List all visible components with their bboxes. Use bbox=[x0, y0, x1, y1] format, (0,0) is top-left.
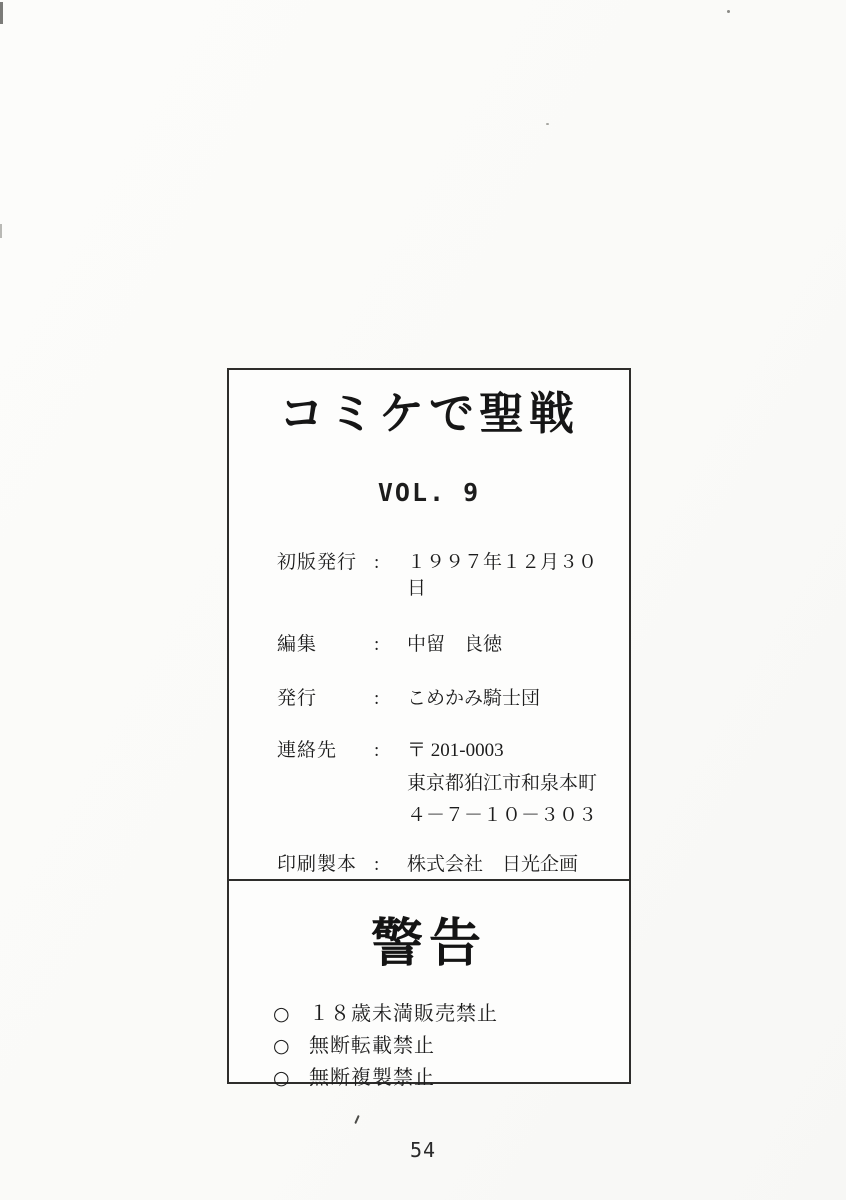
warning-section bbox=[229, 879, 629, 1102]
warning-item-text: 無断転載禁止 bbox=[309, 1035, 435, 1057]
scan-artifact-speck bbox=[546, 123, 549, 125]
info-row-printer bbox=[277, 852, 615, 878]
scan-artifact-speck bbox=[727, 10, 730, 13]
scan-artifact-edge-mark bbox=[0, 2, 3, 24]
info-row-editor bbox=[277, 632, 615, 658]
row-value-address bbox=[407, 738, 615, 832]
info-row-first-edition bbox=[277, 550, 615, 602]
row-colon: : bbox=[374, 740, 380, 761]
page-number: 54 bbox=[409, 1138, 437, 1162]
row-label: 発行 bbox=[277, 688, 318, 709]
row-value: こめかみ騎士団 bbox=[407, 688, 541, 709]
colophon-box bbox=[227, 368, 631, 1089]
warning-title: 警告 bbox=[370, 916, 487, 973]
row-label: 編集 bbox=[277, 634, 318, 655]
row-colon: : bbox=[374, 854, 380, 875]
info-row-contact bbox=[277, 738, 615, 832]
scan-artifact-tick bbox=[354, 1115, 359, 1124]
row-value: 中留 良徳 bbox=[407, 634, 503, 655]
circle-bullet-icon: ○ bbox=[273, 1035, 290, 1057]
row-label: 連絡先 bbox=[277, 740, 338, 761]
warning-item-text: 無断複製禁止 bbox=[309, 1067, 435, 1089]
row-colon: : bbox=[374, 552, 380, 573]
publication-info-rows bbox=[229, 550, 629, 878]
warning-list bbox=[229, 999, 629, 1093]
row-value: 株式会社 日光企画 bbox=[407, 854, 579, 875]
volume-number: VOL. 9 bbox=[377, 478, 481, 507]
row-label: 印刷製本 bbox=[277, 854, 358, 875]
address-line: ４－７－１０－３０３ bbox=[407, 805, 598, 826]
address-line: 東京都狛江市和泉本町 bbox=[407, 773, 598, 794]
info-row-publisher bbox=[277, 686, 615, 712]
warning-item-text: １８歳未満販売禁止 bbox=[309, 1003, 498, 1025]
circle-bullet-icon: ○ bbox=[273, 1067, 290, 1089]
book-title: コミケで聖戦 bbox=[278, 388, 579, 439]
row-label: 初版発行 bbox=[277, 552, 358, 573]
circle-bullet-icon: ○ bbox=[273, 1003, 290, 1025]
row-colon: : bbox=[374, 634, 380, 655]
scan-artifact-edge-mark bbox=[0, 224, 2, 238]
row-value: １９９７年１２月３０日 bbox=[407, 552, 598, 599]
warning-item bbox=[273, 999, 629, 1029]
warning-item bbox=[273, 1063, 629, 1093]
publication-info-section bbox=[229, 388, 629, 879]
warning-item bbox=[273, 1031, 629, 1061]
row-colon: : bbox=[374, 688, 380, 709]
postal-code: 〒 201-0003 bbox=[407, 740, 504, 761]
